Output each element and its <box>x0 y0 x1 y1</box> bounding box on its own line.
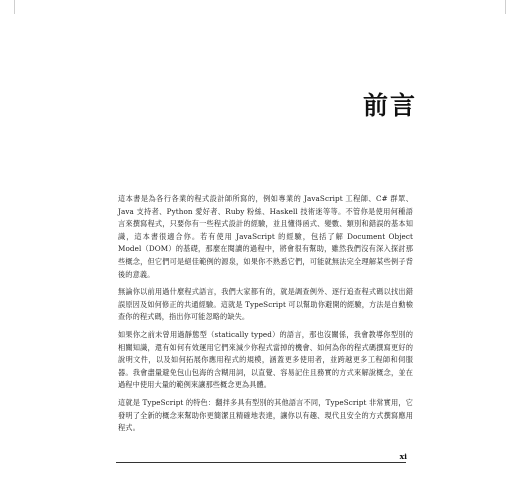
body-text <box>118 193 413 440</box>
paragraph-1: 這本書是為各行各業的程式設計師所寫的，例如專業的 JavaScript 工程師、C# 群眾、Java 支持者、Python 愛好者、Ruby 粉絲、Haskell 技術迷等等。不管你是使用何種語言來撰寫程式，只要你有一些程式設計的經驗，並且懂得函式、變數、類別和錯誤的基本知識，這本書很適合你。若有使用 JavaScript 的經驗，包括了解 Document Object Model（DOM）的基礎，那麼在閱讀的過程中，將會很有幫助，雖然我們沒有深入探討那些概念，但它們可是絕佳範例的源泉，如果你不熟悉它們，可能就無法完全理解某些例子背後的意義。 <box>118 194 413 279</box>
footer-rule <box>116 462 406 463</box>
crop-mark-right <box>505 0 506 14</box>
chapter-title: 前言 <box>362 91 417 120</box>
paragraph-4: 這就是 TypeScript 的特色：翻拌多具有型別的其他語言不同，TypeScript 非常實用，它發明了全新的概念來幫助你更簡潔且精確地表達，讓你以有趣、現代且安全的方式撰寫應用程式。 <box>118 397 413 433</box>
paragraph-2: 無論你以前用過什麼程式語言，我們大家都有的，就是調查例外、逐行追查程式碼以找出錯誤原因及如何修正的共通經驗。這就是 TypeScript 可以幫助你避開的經驗，方法是自動檢查你的程式碼，指出你可能忽略的缺失。 <box>118 287 413 322</box>
crop-mark-left <box>14 0 15 14</box>
paragraph-3: 如果你之前未曾用過靜態型（statically typed）的語言，那也沒關係，我會教導你型別的相關知識，還有如何有效運用它們來減少你程式當掉的機會、如何為你的程式碼撰寫更好的說明文件，以及如何拓展你應用程式的規模，涵蓋更多使用者，並跨越更多工程師和伺服器。我會盡量避免包山包海的含糊用詞，以直覺、容易記住且務實的方式來解說概念，並在過程中使用大量的範例來讓那些概念更為具體。 <box>118 329 413 390</box>
page-number: xi <box>399 452 407 461</box>
